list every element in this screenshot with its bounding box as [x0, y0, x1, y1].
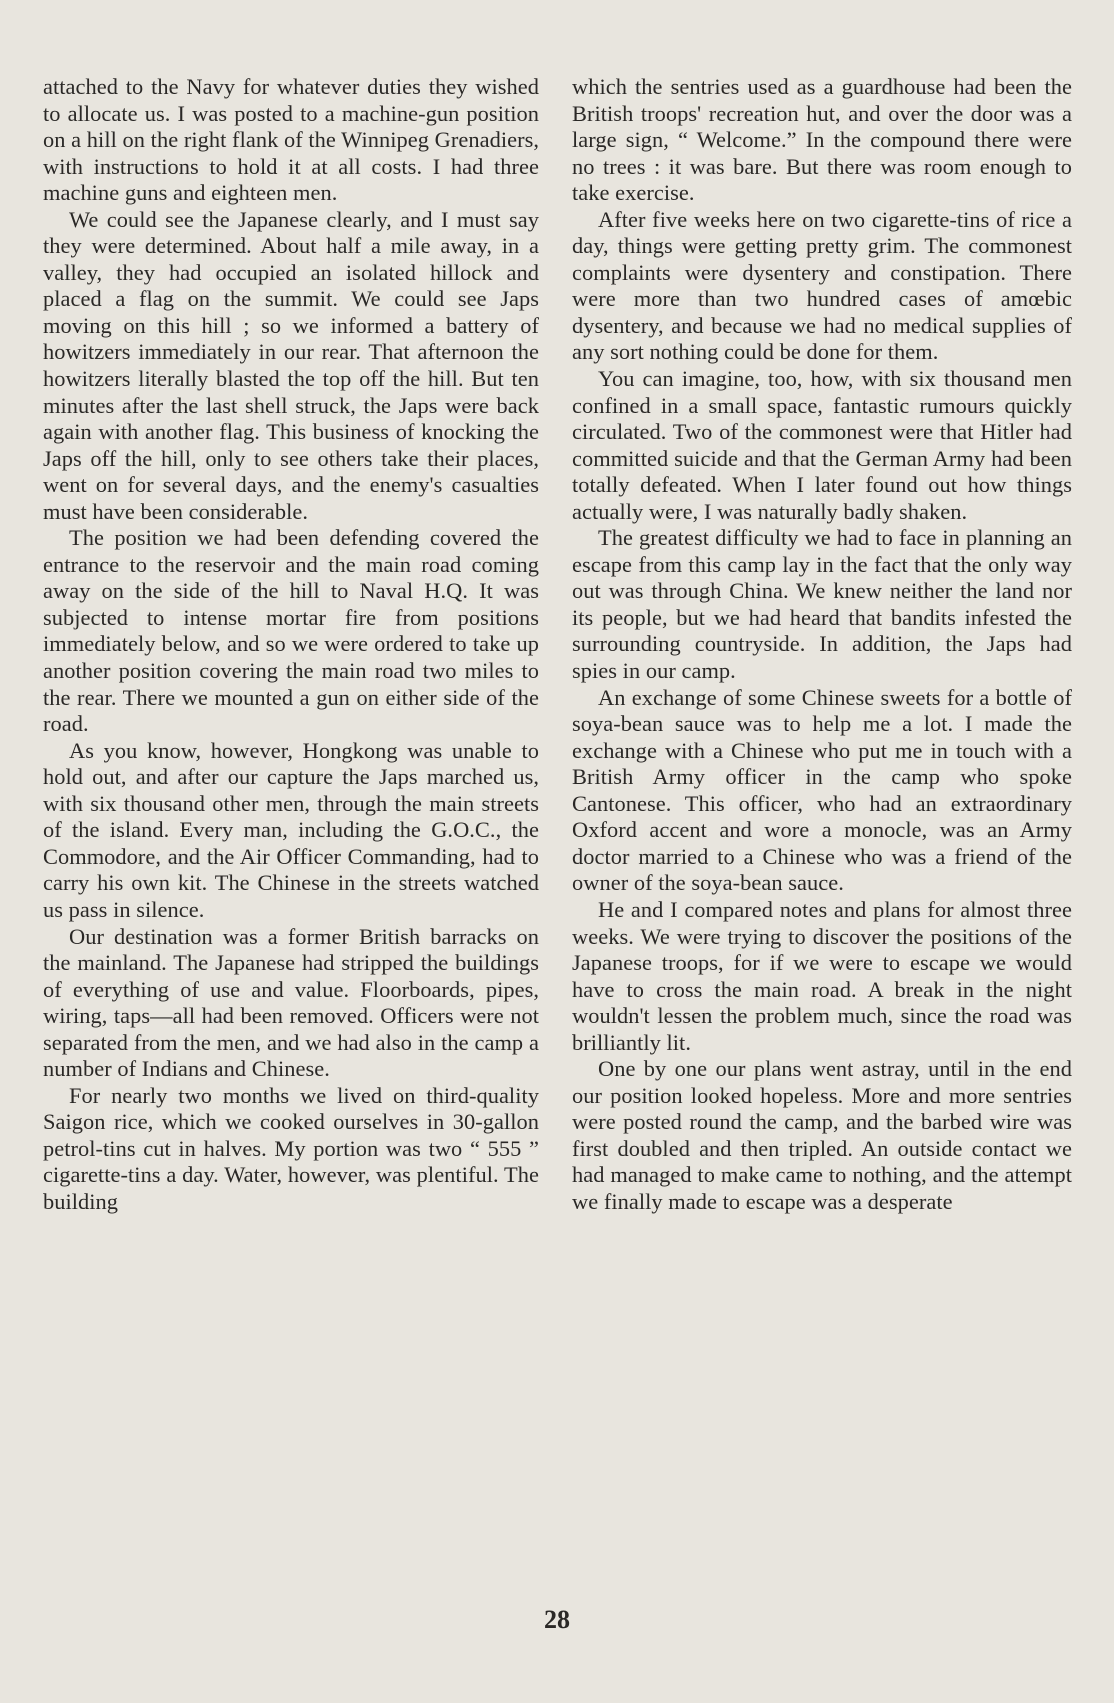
paragraph: attached to the Navy for whatever duties they wished to allocate us. I was posted to a machine-gun position on a hill on the right flank of the Winnipeg Grenadiers, with instructions to hold it at all costs. I had three machine guns and eighteen men.: [43, 74, 539, 206]
paragraph: One by one our plans went astray, until in the end our position looked hopeless. More and more sentries were posted round the camp, and the barbed wire was first doubled and then tripled. An outside contact we had managed to make came to nothing, and the attempt we finally made to escape was a desperate: [572, 1056, 1072, 1214]
left-text-column: [43, 74, 539, 1216]
paragraph: He and I compared notes and plans for almost three weeks. We were trying to discover the positions of the Japanese troops, for if we were to escape we would have to cross the main road. A break in the night wouldn't lessen the problem much, since the road was brilliantly lit.: [572, 896, 1072, 1055]
paragraph: The position we had been defending covered the entrance to the reservoir and the main road coming away on the side of the hill to Naval H.Q. It was subjected to intense mortar fire from positions immediately below, and so we were ordered to take up another position covering the main road two miles to the rear. There we mounted a gun on either side of the road.: [43, 525, 539, 737]
paragraph: which the sentries used as a guardhouse had been the British troops' recreation hut, and over the door was a large sign, “ Welcome.” In the compound there were no trees : it was bare. But there was room enough to take exercise.: [572, 74, 1072, 206]
paragraph: You can imagine, too, how, with six thousand men confined in a small space, fantastic rumours quickly circulated. Two of the commonest were that Hitler had committed suicide and that the German Army had been totally defeated. When I later found out how things actually were, I was naturally badly shaken.: [572, 366, 1072, 524]
paragraph: For nearly two months we lived on third-quality Saigon rice, which we cooked ourselves in 30-gallon petrol-tins cut in halves. My portion was two “ 555 ” cigarette-tins a day. Water, however, was plentiful. The building: [43, 1082, 539, 1214]
paragraph: As you know, however, Hongkong was unable to hold out, and after our capture the Japs marched us, with six thousand other men, through the main streets of the island. Every man, including the G.O.C., the Commodore, and the Air Officer Commanding, had to carry his own kit. The Chinese in the streets watched us pass in silence.: [43, 737, 539, 922]
right-text-column: [572, 74, 1072, 1216]
paragraph: The greatest difficulty we had to face in planning an escape from this camp lay in the fact that the only way out was through China. We knew neither the land nor its people, but we had heard that bandits infested the surrounding countryside. In addition, the Japs had spies in our camp.: [572, 525, 1072, 684]
paragraph: After five weeks here on two cigarette-tins of rice a day, things were getting pretty grim. The commonest complaints were dysentery and constipation. There were more than two hundred cases of amœbic dysentery, and because we had no medical supplies of any sort nothing could be done for them.: [572, 206, 1072, 365]
paragraph: Our destination was a former British barracks on the mainland. The Japanese had stripped the buildings of everything of use and value. Floorboards, pipes, wiring, taps—all had been removed. Officers were not separated from the men, and we had also in the camp a number of Indians and Chinese.: [43, 923, 539, 1082]
paragraph: We could see the Japanese clearly, and I must say they were determined. About half a mile away, in a valley, they had occupied an isolated hillock and placed a flag on the summit. We could see Japs moving on this hill ; so we informed a battery of howitzers immediately in our rear. That afternoon the howitzers literally blasted the top off the hill. But ten minutes after the last shell struck, the Japs were back again with another flag. This business of knocking the Japs off the hill, only to see others take their places, went on for several days, and the enemy's casualties must have been considerable.: [43, 206, 539, 524]
paragraph: An exchange of some Chinese sweets for a bottle of soya-bean sauce was to help me a lot. I made the exchange with a Chinese who put me in touch with a British Army officer in the camp who spoke Cantonese. This officer, who had an extraordinary Oxford accent and wore a monocle, was an Army doctor married to a Chinese who was a friend of the owner of the soya-bean sauce.: [572, 684, 1072, 896]
page-number: 28: [544, 1605, 570, 1634]
